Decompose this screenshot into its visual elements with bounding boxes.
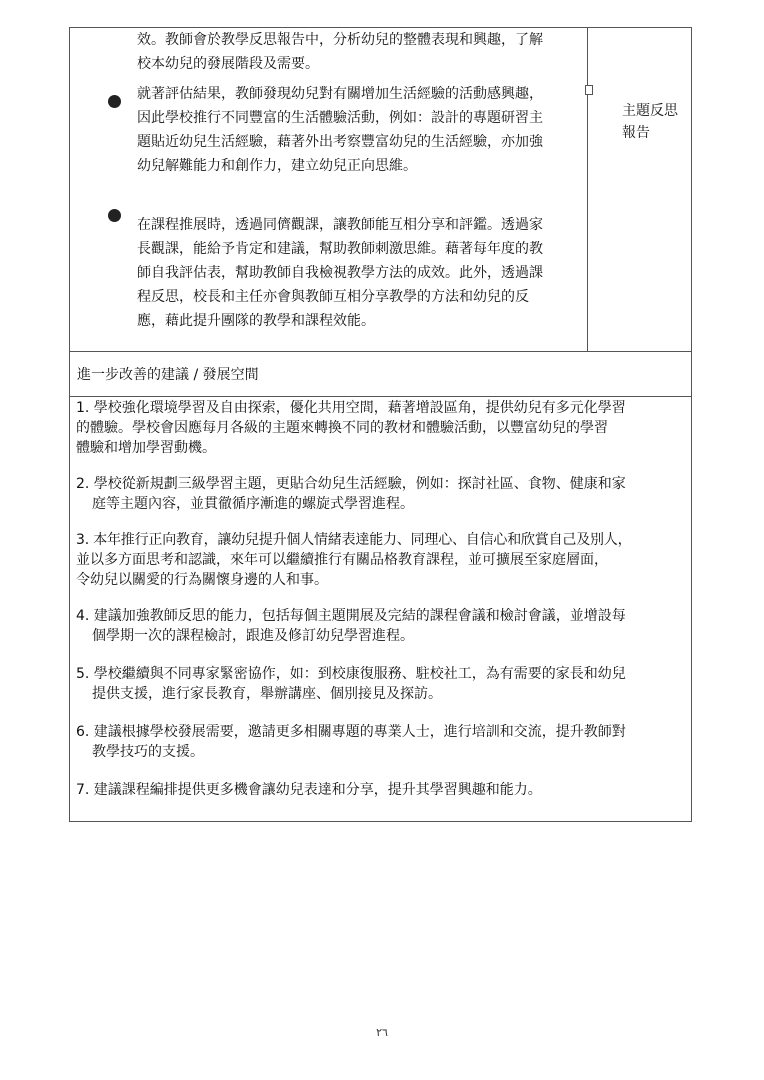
suggestions-list — [69, 396, 692, 822]
suggestion-line: 5. 學校繼續與不同專家緊密協作，如：到校康復服務、駐校社工，為有需要的家長和幼兒 — [76, 666, 626, 682]
suggestion-item — [76, 474, 688, 514]
text-line: 幼兒解難能力和創作力，建立幼兒正向思維。 — [137, 158, 417, 174]
text-line: 就著評估結果，教師發現幼兒對有關增加生活經驗的活動感興趣， — [137, 86, 543, 102]
text-line: 師自我評估表，幫助教師自我檢視教學方法的成效。此外，透過課 — [137, 265, 543, 281]
suggestion-line: 教學技巧的支援。 — [92, 744, 204, 760]
suggestion-line: 7. 建議課程編排提供更多機會讓幼兒表達和分享，提升其學習興趣和能力。 — [76, 782, 542, 798]
suggestion-line: 4. 建議加強教師反思的能力，包括每個主題開展及完結的課程會議和檢討會議，並增設每 — [76, 608, 626, 624]
suggestion-line: 提供支援，進行家長教育，舉辦講座、個別接見及探訪。 — [92, 686, 442, 702]
suggestion-line: 庭等主題內容，並貫徹循序漸進的螺旋式學習進程。 — [92, 496, 414, 512]
suggestion-line: 並以多方面思考和認識，來年可以繼續推行有關品格教育課程，並可擴展至家庭層面， — [76, 552, 608, 568]
text-line: 校本幼兒的發展階段及需要。 — [137, 56, 319, 72]
text-line: 長觀課，能給予肯定和建議，幫助教師刺激思維。藉著每年度的教 — [137, 241, 543, 257]
evaluation-table — [69, 27, 692, 351]
section-header — [69, 351, 692, 397]
text-line: 題貼近幼兒生活經驗，藉著外出考察豐富幼兒的生活經驗，亦加強 — [137, 134, 543, 150]
text-line: 效。教師會於教學反思報告中，分析幼兒的整體表現和興趣，了解 — [137, 32, 543, 48]
suggestion-line: 3. 本年推行正向教育，讓幼兒提升個人情緒表達能力、同理心、自信心和欣賞自己及別人， — [76, 532, 632, 548]
suggestion-line: 2. 學校從新規劃三級學習主題，更貼合幼兒生活經驗，例如：探討社區、食物、健康和家 — [76, 476, 626, 492]
suggestion-item — [76, 530, 688, 590]
suggestion-line: 體驗和增加學習動機。 — [76, 440, 216, 456]
bullet-icon — [108, 95, 121, 108]
suggestion-item — [76, 780, 688, 800]
suggestion-item — [76, 606, 688, 646]
suggestion-item — [76, 398, 688, 458]
paragraph-continued — [137, 28, 582, 76]
suggestion-line: 的體驗。學校會因應每月各級的主題來轉換不同的教材和體驗活動，以豐富幼兒的學習 — [76, 420, 608, 436]
section-title: 進一步改善的建議 / 發展空間 — [77, 367, 259, 383]
suggestion-item — [76, 722, 688, 762]
suggestion-line: 令幼兒以關愛的行為關懷身邊的人和事。 — [76, 572, 328, 588]
text-line: 程反思，校長和主任亦會與教師互相分享教學的方法和幼兒的反 — [137, 289, 529, 305]
tool-label-line: 主題反思 — [622, 103, 678, 119]
text-line: 應，藉此提升團隊的教學和課程效能。 — [137, 313, 375, 329]
bullet-icon — [108, 209, 121, 222]
suggestion-line: 個學期一次的課程檢討，跟進及修訂幼兒學習進程。 — [92, 628, 414, 644]
evaluation-content-cell — [70, 28, 588, 351]
tool-label-line: 報告 — [622, 125, 650, 141]
paragraph-peer-observation — [137, 213, 582, 333]
evaluation-tool-cell — [588, 28, 691, 351]
text-line: 在課程推展時，透過同儕觀課，讓教師能互相分享和評鑑。透過家 — [137, 217, 543, 233]
tool-label — [622, 100, 686, 144]
text-line: 因此學校推行不同豐富的生活體驗活動，例如：設計的專題研習主 — [137, 110, 543, 126]
paragraph-assessment-result — [137, 82, 582, 178]
suggestion-line: 1. 學校強化環境學習及自由探索，優化共用空間，藉著增設區角，提供幼兒有多元化學習 — [76, 400, 626, 416]
suggestion-line: 6. 建議根據學校發展需要，邀請更多相關專題的專業人士，進行培訓和交流，提升教師對 — [76, 724, 626, 740]
suggestion-item — [76, 664, 688, 704]
page-number: ٢٦ — [376, 1026, 388, 1039]
